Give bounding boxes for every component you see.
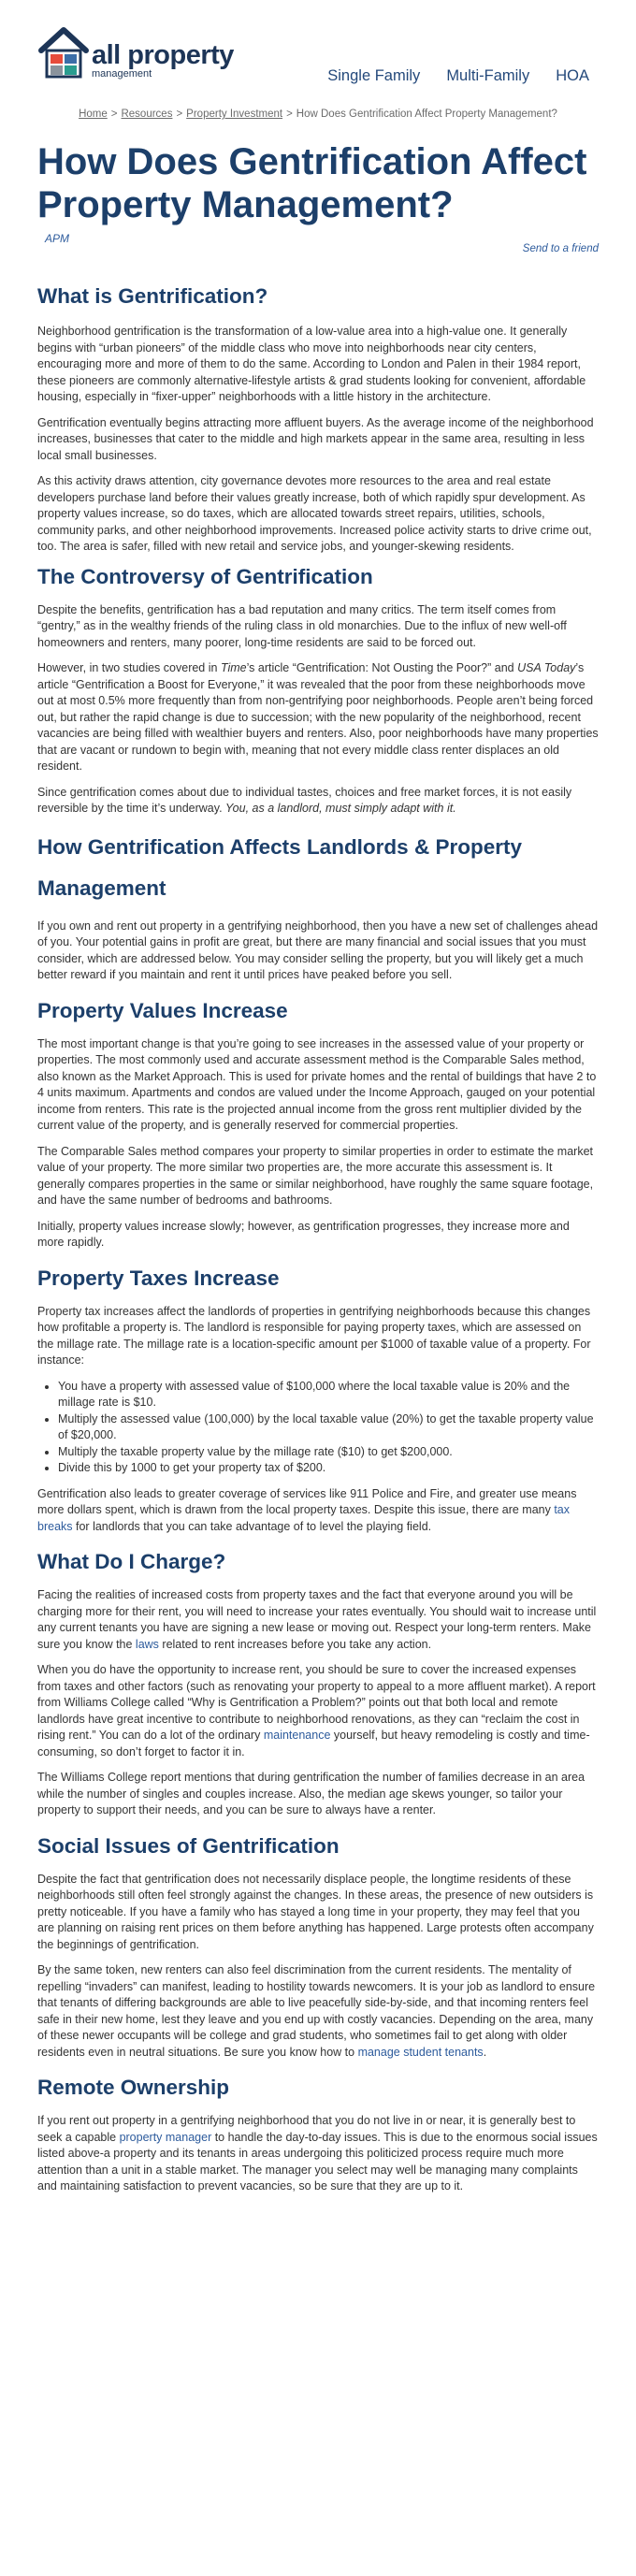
- text: Since gentrification comes about due to individual tastes, choices and free market forces, it is not easily reversible by the time it’s underway.: [37, 785, 572, 815]
- section-affects-landlords: [37, 827, 599, 984]
- section-heading: The Controversy of Gentrification: [37, 564, 373, 588]
- logo-tagline: management: [92, 68, 152, 80]
- paragraph: The Comparable Sales method compares your property to similar properties in order to estimate the market value of your property. The more similar two properties are, the more accurate this assessment is. It generally compares properties in the same or similar neighborhood, have roughly the same square footage, and have the same number of bedrooms and bathrooms.: [37, 1144, 594, 1207]
- text: ’s article “Gentrification a Boost for Everyone,” it was revealed that the poor from these neighborhoods move out at most 0.5% more frequently than from non-gentrifying poor neighborhoods. People aren’t being forced out, but rather the rapid change is due to succession; with the new popularity of the neighborhood, recent vacancies are being filled with wealthier buyers and renters. Also, poor neighborhoods have many properties that are vacant or rundown to begin with, meaning that not every middle class renter displaces an old resident.: [37, 661, 599, 773]
- text: yourself, but heavy remodeling is costly and time-consuming, so don’t forget to factor it in.: [37, 1729, 590, 1758]
- text: .: [483, 2045, 487, 2059]
- emphasis-text: You, as a landlord, must simply adapt with it.: [225, 802, 456, 815]
- section-heading: Remote Ownership: [37, 2076, 230, 2099]
- paragraph: Property tax increases affect the landlords of properties in gentrifying neighborhoods because this changes how profitable a property is. The landlord is responsible for paying property taxes, which are assessed on the millage rate. The millage rate is a location-specific amount per $1000 of taxable value of a property. For instance:: [37, 1304, 591, 1367]
- paragraph: [37, 2113, 599, 2195]
- manage-student-tenants-link[interactable]: manage student tenants: [357, 2045, 484, 2059]
- logo-name: all property: [92, 40, 234, 70]
- paragraph: [37, 1962, 599, 2061]
- property-manager-link[interactable]: property manager: [119, 2130, 212, 2144]
- paragraph: Initially, property values increase slowly; however, as gentrification progresses, they increase more and more rapidly.: [37, 1219, 570, 1249]
- section-social-issues: [37, 1834, 599, 2062]
- text: Facing the realities of increased costs from property taxes and the fact that everyone around you will be charging more for their rent, you will need to increase your rates eventually. You should wait to increase until any current tenants you have are signing a new lease or moving out. Respect your long-term renters. Make sure you know the: [37, 1588, 597, 1651]
- send-to-friend-link[interactable]: Send to a friend: [522, 243, 599, 254]
- section-property-values: [37, 999, 599, 1252]
- paragraph: The most important change is that you’re going to see increases in the assessed value of your property or properties. The most commonly used and accurate assessment method is the Comparable Sales method, also known as the Market Approach. This is used for private homes and the rental of buildings that have 2 to 4 units maximum. Apartments and condos are valued under the Income Approach, gauged on your potential income from renters. This rate is the projected annual income from the gross rent multiplier divided by the current value of the property, and is generally reserved for commercial properties.: [37, 1036, 597, 1132]
- text: By the same token, new renters can also feel discrimination from the current residents. The mentality of repelling “invaders” can manifest, leading to hostility towards newcomers. It is your job as landlord to ensure that tenants of differing backgrounds are able to live peacefully side-by-side, and that incoming renters feel safe in their new home, lest they leave and you end up with costly vacancies. Depending on the area, many of these newer occupants will be college and grad students, who sometimes fail to get along with older residents even in neutral situations. Be sure you know how to: [37, 1963, 596, 2059]
- paragraph: The Williams College report mentions that during gentrification the number of families decrease in an area while the number of singles and couples increase. Also, the median age skews younger, so tailor your property to support their needs, and you can be sure to always have a renter.: [37, 1771, 585, 1816]
- tax-breaks-link[interactable]: tax breaks: [37, 1503, 571, 1533]
- main-nav: [327, 67, 589, 85]
- article-author[interactable]: APM: [45, 232, 70, 245]
- list-item: • You have a property with assessed value of $100,000 where the local taxable value is 20% and the millage rate is $10.: [58, 1379, 599, 1411]
- paragraph: Gentrification eventually begins attracting more affluent buyers. As the average income of the neighborhood increases, businesses that cater to the middle and high markets appear in the same area, resulting in less local small businesses.: [37, 415, 594, 462]
- list-item: • Divide this by 1000 to get your property tax of $200.: [58, 1460, 599, 1477]
- maintenance-link[interactable]: maintenance: [263, 1729, 331, 1742]
- site-logo[interactable]: [37, 26, 234, 84]
- text: Gentrification also leads to greater coverage of services like 911 Police and Fire, and greater use means more dollars spent, which is drawn from the local property taxes. Despite this issue, there are many: [37, 1486, 577, 1516]
- paragraph: [37, 1486, 599, 1536]
- breadcrumb-separator: >: [110, 109, 118, 120]
- section-heading: What Do I Charge?: [37, 1550, 226, 1573]
- text: for landlords that you can take advantage of to level the playing field.: [72, 1519, 432, 1533]
- list-item: • Multiply the assessed value (100,000) by the local taxable value (20%) to get the taxable property value of $20,000.: [58, 1411, 599, 1444]
- paragraph: [37, 1587, 599, 1653]
- breadcrumb-property-investment[interactable]: Property Investment: [186, 109, 283, 120]
- paragraph: Despite the benefits, gentrification has a bad reputation and many critics. The term itself comes from “gentry,” as in the wealthy friends of the ruling class in old monarchies. Due to the influx of new well-off homeowners and renters, many poorer, long-time residents are said to be forced out.: [37, 602, 567, 649]
- section-heading: How Gentrification Affects Landlords & Property Management: [37, 834, 522, 900]
- section-heading: Property Taxes Increase: [37, 1266, 280, 1290]
- section-what-is: [37, 260, 599, 556]
- breadcrumb-current: How Does Gentrification Affect Property Management?: [296, 109, 557, 120]
- paragraph: Neighborhood gentrification is the transformation of a low-value area into a high-value one. It generally begins with “urban pioneers” of the middle class who move into neighborhoods near city centers, encouraging more and more of them to do the same. According to London and Palen in their 1984 report, these pioneers are commonly alternative-lifestyle artists & grad students looking for convenient, affordable housing, especially in “fixer-upper” neighborhoods with a little history in the architecture.: [37, 325, 586, 403]
- section-what-to-charge: [37, 1550, 599, 1819]
- section-heading: What is Gentrification?: [37, 284, 268, 308]
- paragraph: Despite the fact that gentrification does not necessarily displace people, the longtime residents of these neighborhoods still often feel strongly against the changes. In these areas, the presence of new outsiders is pretty noticeable. If you have a family who has stayed a long time in your property, they may feel that you are planning on raising rent prices on them before anything has happened. Large protests often accompany the beginnings of gentrification.: [37, 1872, 594, 1951]
- logo-wordmark: [92, 41, 234, 80]
- paragraph: If you own and rent out property in a gentrifying neighborhood, then you have a new set of challenges ahead of you. Your potential gains in profit are great, but there are many financial and social issues that you must consider, which are addressed below. You may consider selling the property, but you will likely get a much better reward if you maintain and rent it until prices have peaked before you sell.: [37, 919, 599, 981]
- text: ’s article “Gentrification: Not Ousting the Poor?” and: [246, 661, 518, 674]
- paragraph: [37, 660, 599, 775]
- breadcrumb-separator: >: [286, 109, 293, 120]
- tax-example-list: [37, 1379, 599, 1477]
- breadcrumb-separator: >: [176, 109, 183, 120]
- section-remote-ownership: [37, 2076, 599, 2195]
- section-heading: Property Values Increase: [37, 998, 288, 1022]
- article-body: [0, 260, 636, 2195]
- list-item: • Multiply the taxable property value by the millage rate ($10) to get $200,000.: [58, 1444, 599, 1461]
- text: However, in two studies covered in: [37, 661, 221, 674]
- section-heading: Social Issues of Gentrification: [37, 1833, 340, 1858]
- breadcrumb-home[interactable]: Home: [79, 109, 108, 120]
- breadcrumb-resources[interactable]: Resources: [121, 109, 173, 120]
- nav-multi-family[interactable]: Multi-Family: [446, 67, 530, 84]
- breadcrumb: [0, 109, 636, 120]
- nav-single-family[interactable]: Single Family: [327, 67, 421, 84]
- nav-hoa[interactable]: HOA: [556, 67, 589, 84]
- section-controversy: [37, 565, 599, 818]
- publication-name: Time: [220, 661, 247, 674]
- house-logo-icon: [37, 26, 90, 82]
- paragraph: [37, 1662, 599, 1760]
- paragraph: As this activity draws attention, city governance devotes more resources to the area and real estate developers purchase land before their values greatly increase, both of which rapidly spur development. As property values increase, so do taxes, which are allocated towards street repairs, utilities, schools, community parks, and other neighborhood improvements. Increased police activity starts to drive crime out, too. The area is safer, filled with new retail and service jobs, and younger-skewing residents.: [37, 474, 592, 553]
- section-property-taxes: [37, 1266, 599, 1536]
- text: related to rent increases before you take any action.: [158, 1637, 432, 1651]
- text: When you do have the opportunity to increase rent, you should be sure to cover the increased expenses from taxes and other factors (such as renovating your property to appeal to a more affluent market). A report from Williams College called “Why is Gentrification a Problem?” points out that both local and remote landlords have great incentive to contribute to neighborhood renovations, as they can “reclaim the cost in rising rent.” You can do a lot of the ordinary: [37, 1663, 596, 1742]
- text: to handle the day-to-day issues. This is due to the enormous social issues listed above-a property and its tenants in areas undergoing this politicized process require much more attention than a unit in a stable market. The manager you select may well be managing many complaints and maintaining satisfaction to prevent vacancies, so be sure that they are up to it.: [37, 2130, 598, 2192]
- paragraph: [37, 785, 599, 818]
- site-header: [0, 0, 636, 103]
- laws-link[interactable]: laws: [135, 1637, 159, 1651]
- page-title: How Does Gentrification Affect Property Management?: [37, 141, 587, 225]
- text: If you rent out property in a gentrifying neighborhood that you do not live in or near, it is generally best to seek a capable: [37, 2114, 576, 2144]
- publication-name: USA Today: [517, 661, 576, 674]
- article-meta: [37, 232, 599, 260]
